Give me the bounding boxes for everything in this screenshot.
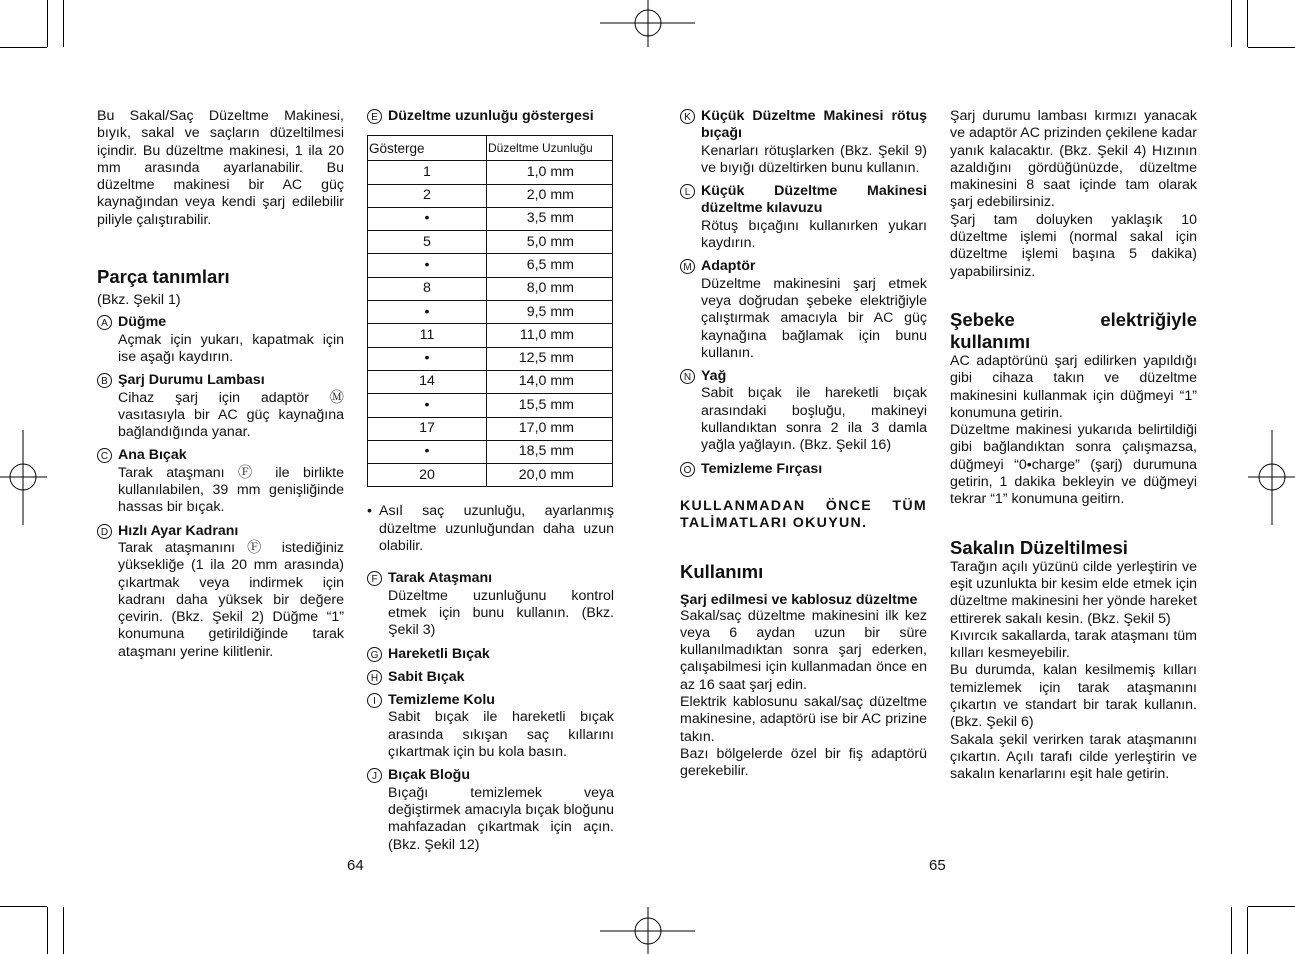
usage-paragraph-2: Elektrik kablosunu sakal/saç düzeltme makinesine, adaptörü ise bir AC prizine takın.	[680, 694, 927, 745]
gauge-cell: •	[368, 254, 487, 277]
part-item	[680, 183, 927, 252]
length-cell: 18,5 mm	[487, 440, 613, 463]
part-item-body	[388, 692, 614, 761]
part-item-body	[118, 314, 344, 366]
parts-list	[680, 108, 927, 478]
item-marker: L	[680, 184, 695, 199]
part-title: Temizleme Fırçası	[701, 460, 823, 477]
gauge-cell: •	[368, 207, 487, 230]
length-cell: 11,0 mm	[487, 324, 613, 347]
gauge-cell: 11	[368, 324, 487, 347]
table-row	[368, 161, 613, 184]
item-marker: C	[97, 448, 112, 463]
item-marker: F	[367, 571, 382, 586]
item-marker: A	[97, 315, 112, 330]
part-title: Şarj Durumu Lambası	[118, 372, 265, 389]
crop-mark	[0, 47, 47, 48]
gauge-cell: •	[368, 301, 487, 324]
length-cell: 14,0 mm	[487, 370, 613, 393]
part-item-body	[388, 669, 614, 686]
length-cell: 3,5 mm	[487, 207, 613, 230]
part-item	[97, 523, 344, 661]
part-item	[367, 646, 614, 663]
part-item-body	[388, 646, 614, 663]
part-title: Adaptör	[701, 258, 756, 275]
gauge-cell: •	[368, 440, 487, 463]
table-row	[368, 394, 613, 417]
part-item	[367, 570, 614, 639]
gauge-item	[367, 108, 614, 125]
beard-heading: Sakalın Düzeltilmesi	[950, 536, 1128, 558]
item-marker: G	[367, 647, 382, 662]
part-item-body	[701, 368, 927, 454]
gauge-note-text: Asıl saç uzunluğu, ayarlanmış düzeltme uzunluğundan daha uzun olabilir.	[379, 503, 614, 555]
item-marker: M	[680, 259, 695, 274]
part-description: Cihaz şarj için adaptör Ⓜ vasıtasıyla bir AC güç kaynağına bağlandığında yanar.	[118, 389, 344, 441]
page-number-left: 64	[347, 857, 364, 874]
column-header-gauge: Gösterge	[368, 136, 487, 161]
gauge-cell: 20	[368, 464, 487, 487]
part-item-body	[701, 258, 927, 362]
gauge-cell: 1	[368, 161, 487, 184]
length-cell: 1,0 mm	[487, 161, 613, 184]
beard-paragraph-1: Tarağın açılı yüzünü cilde yerleştirin ve eşit uzunlukta bir kesim elde etmek için düzeltme makinesini her yönde hareket ettirerek sakalı kesin. (Bkz. Şekil 5)	[950, 558, 1197, 627]
part-description: Sabit bıçak ile hareketli bıçak arasındaki boşluğu, makineyi kullandıktan sonra 2 ila 3 damla yağla yağlayın. (Bkz. Şekil 16)	[701, 385, 927, 454]
part-item-body	[388, 570, 614, 639]
beard-paragraph-3: Bu durumda, kalan kesilmemiş kılları temizlemek için tarak ataşmanını çıkartın ve standart bir tarak kullanın. (Bkz. Şekil 6)	[950, 662, 1197, 731]
part-item-body	[701, 183, 927, 252]
intro-paragraph: Bu Sakal/Saç Düzeltme Makinesi, bıyık, sakal ve saçların düzeltilmesi içindir. Bu düzeltme makinesi, 1 ila 20 mm arasında ayarlanabilir. Bu düzeltme makinesi bir AC güç kaynağından veya kendi şarj edilebilir piliyle çalıştırabilir.	[97, 108, 344, 228]
gauge-cell: 17	[368, 417, 487, 440]
crop-mark	[47, 907, 48, 954]
part-description: Açmak için yukarı, kapatmak için ise aşağı kaydırın.	[118, 331, 344, 365]
part-title: Küçük Düzeltme Makinesi rötuş bıçağı	[701, 108, 927, 142]
part-item	[367, 692, 614, 761]
gauge-cell: 8	[368, 277, 487, 300]
part-description: Düzeltme uzunluğunu kontrol etmek için bunu kullanın. (Bkz. Şekil 3)	[388, 587, 614, 639]
part-description: Tarak ataşmanı Ⓕ ile birlikte kullanılabilen, 39 mm genişliğinde hassas bir bıçak.	[118, 464, 344, 516]
part-item-body	[118, 372, 344, 441]
column-4	[950, 108, 1197, 784]
length-cell: 20,0 mm	[487, 464, 613, 487]
part-item	[97, 447, 344, 516]
part-description: Rötuş bıçağını kullanırken yukarı kaydırın.	[701, 217, 927, 252]
mains-paragraph-1: AC adaptörünü şarj edilirken yapıldığı gibi cihaza takın ve düzeltme makinesini kullanmak için düğmeyi “1” konumuna getirin.	[950, 352, 1197, 421]
part-title: Hareketli Bıçak	[388, 645, 490, 662]
table-row	[368, 464, 613, 487]
crop-mark	[0, 906, 47, 907]
gauge-cell: 5	[368, 231, 487, 254]
crop-mark	[1231, 0, 1232, 47]
bullet-dot: •	[367, 503, 372, 520]
table-row	[368, 440, 613, 463]
part-item	[680, 368, 927, 454]
part-item-body	[701, 461, 927, 478]
length-cell: 17,0 mm	[487, 417, 613, 440]
gauge-cell: 2	[368, 184, 487, 207]
page-number-right: 65	[929, 857, 946, 874]
table-row	[368, 324, 613, 347]
column-3	[680, 108, 927, 781]
part-item-body	[388, 767, 614, 853]
registration-mark-bottom	[600, 907, 695, 954]
table-row	[368, 184, 613, 207]
beard-paragraph-4: Sakala şekil verirken tarak ataşmanını çıkartın. Açılı tarafı cilde yerleştirin ve sakalın kenarlarını eşit hale getirin.	[950, 731, 1197, 783]
item-marker: H	[367, 670, 382, 685]
length-cell: 12,5 mm	[487, 347, 613, 370]
crop-mark	[1247, 907, 1248, 954]
table-row	[368, 370, 613, 393]
crop-mark	[63, 0, 64, 47]
item-marker: E	[367, 109, 382, 124]
table-row	[368, 277, 613, 300]
charge-paragraph-2: Şarj tam doluyken yaklaşık 10 düzeltme işlemi (normal sakal için düzeltme işlemi başına 5 dakika) yapabilirsiniz.	[950, 211, 1197, 280]
parts-heading: Parça tanımları	[97, 266, 230, 288]
usage-heading: Kullanımı	[680, 560, 764, 582]
crop-mark	[47, 0, 48, 47]
gauge-cell: •	[368, 394, 487, 417]
usage-paragraph-1: Sakal/saç düzeltme makinesini ilk kez veya 6 aydan uzun bir süre kullanılmadıktan sonra şarj ederken, çalışabilmesi için kullanmadan önce en az 16 saat şarj edin.	[680, 607, 927, 693]
gauge-cell: 14	[368, 370, 487, 393]
part-item	[680, 258, 927, 362]
parts-reference: (Bkz. Şekil 1)	[97, 292, 181, 309]
column-1	[97, 108, 344, 661]
column-header-length: Düzeltme Uzunluğu	[487, 136, 613, 161]
warning-text: KULLANMADAN ÖNCE TÜM TALİMATLARI OKUYUN.	[680, 497, 927, 532]
part-item	[680, 108, 927, 177]
part-title: Ana Bıçak	[118, 447, 187, 464]
table-row	[368, 254, 613, 277]
part-description: Düzeltme makinesini şarj etmek veya doğrudan şebeke elektriğiyle çalıştırmak amacıyla bir AC güç kaynağına bağlamak için bunu kullanın.	[701, 275, 927, 361]
crop-mark	[1231, 907, 1232, 954]
column-2	[347, 108, 614, 874]
usage-paragraph-3: Bazı bölgelerde özel bir fiş adaptörü gerekebilir.	[680, 745, 927, 780]
item-marker: O	[680, 462, 695, 477]
gauge-title: Düzeltme uzunluğu göstergesi	[388, 108, 594, 124]
item-marker: B	[97, 373, 112, 388]
item-marker: J	[367, 768, 382, 783]
item-marker: N	[680, 369, 695, 384]
table-row	[368, 231, 613, 254]
registration-mark-left	[0, 430, 47, 525]
mains-heading: Şebeke elektriğiyle kullanımı	[950, 308, 1197, 352]
part-title: Küçük Düzeltme Makinesi düzeltme kılavuzu	[701, 183, 927, 217]
part-item-body	[701, 108, 927, 177]
item-marker: K	[680, 109, 695, 124]
beard-paragraph-2: Kıvırcık sakallarda, tarak ataşmanı tüm kılları kesmeyebilir.	[950, 627, 1197, 662]
part-description: Bıçağı temizlemek veya değiştirmek amacıyla bıçak bloğunu mahfazadan çıkartmak için açın. (Bkz. Şekil 12)	[388, 784, 614, 853]
crop-mark	[1247, 0, 1248, 47]
length-cell: 8,0 mm	[487, 277, 613, 300]
part-description: Kenarları rötuşlarken (Bkz. Şekil 9) ve bıyığı düzeltirken bunu kullanın.	[701, 142, 927, 176]
item-marker: D	[97, 524, 112, 539]
part-title: Tarak Ataşmanı	[388, 570, 493, 587]
registration-mark-right	[1248, 430, 1295, 525]
table-header-row	[368, 136, 613, 161]
length-cell: 5,0 mm	[487, 231, 613, 254]
gauge-note	[367, 503, 614, 555]
part-description: Sabit bıçak ile hareketli bıçak arasında sıkışan saç kıllarını çıkartmak için bu kola basın.	[388, 709, 614, 761]
crop-mark	[1248, 906, 1295, 907]
gauge-cell: •	[368, 347, 487, 370]
length-cell: 15,5 mm	[487, 394, 613, 417]
part-title: Düğme	[118, 314, 167, 331]
registration-mark-top	[600, 0, 695, 47]
length-cell: 9,5 mm	[487, 301, 613, 324]
part-item	[367, 669, 614, 686]
part-item	[97, 314, 344, 366]
part-item	[97, 372, 344, 441]
table-row	[368, 347, 613, 370]
part-description: Tarak ataşmanını Ⓕ istediğiniz yüksekliğe (1 ila 20 mm arasında) çıkartmak veya indirmek için kadranı daha yüksek bir değere çevirin. (Bkz. Şekil 2) Düğme “1” konumuna getirildiğinde tarak ataşmanı yerine kilitlenir.	[118, 539, 344, 660]
part-title: Hızlı Ayar Kadranı	[118, 522, 239, 539]
table-row	[368, 417, 613, 440]
part-item-body	[118, 523, 344, 661]
table-row	[368, 301, 613, 324]
part-item	[680, 461, 927, 478]
item-marker: I	[367, 693, 382, 708]
part-item-body	[118, 447, 344, 516]
parts-list	[97, 314, 344, 661]
table-row	[368, 207, 613, 230]
mains-paragraph-2: Düzeltme makinesi yukarıda belirtildiği gibi bağlandıktan sonra çalışmazsa, düğmeyi “0•charge” (şarj) durumuna getirin, 1 dakika bekleyin ve düğmeyi tekrar “1” konumuna geitirn.	[950, 422, 1197, 508]
parts-list	[367, 570, 614, 853]
part-item	[367, 767, 614, 853]
gauge-table	[367, 135, 613, 487]
usage-subheading: Şarj edilmesi ve kablosuz düzeltme	[680, 591, 918, 608]
part-title: Bıçak Bloğu	[388, 767, 470, 784]
charge-paragraph-1: Şarj durumu lambası kırmızı yanacak ve adaptör AC prizinden çekilene kadar yanık kalacaktır. (Bkz. Şekil 4) Hızının azaldığını gördüğünüzde, düzeltme makinesini 8 saat içinde tam olarak şarj edebilirsiniz.	[950, 108, 1197, 211]
crop-mark	[63, 907, 64, 954]
length-cell: 6,5 mm	[487, 254, 613, 277]
part-title: Temizleme Kolu	[388, 692, 495, 709]
crop-mark	[1248, 47, 1295, 48]
part-title: Yağ	[701, 368, 727, 385]
part-title: Sabit Bıçak	[388, 668, 465, 685]
length-cell: 2,0 mm	[487, 184, 613, 207]
